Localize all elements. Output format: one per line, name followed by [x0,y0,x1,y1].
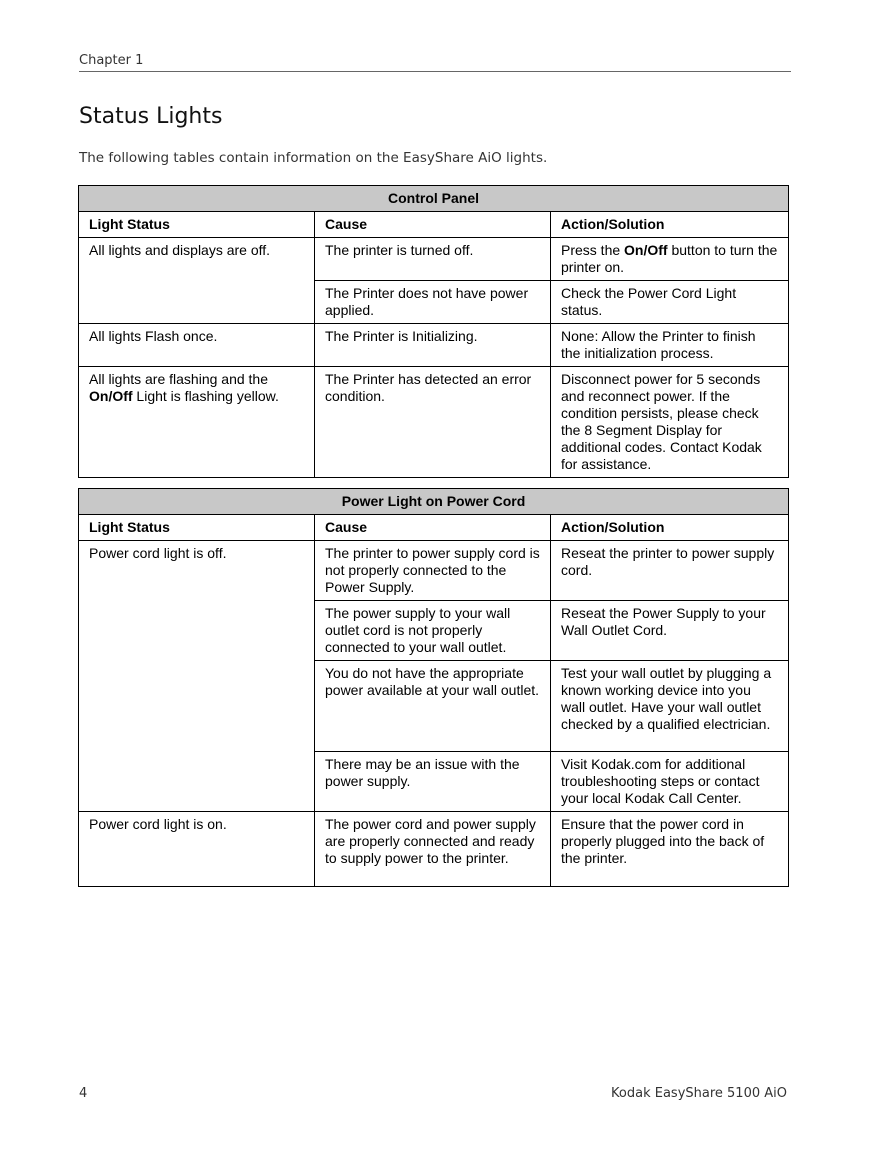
control-panel-table [78,185,789,478]
column-header: Light Status [79,212,315,238]
column-header: Light Status [79,515,315,541]
running-footer-title: Kodak EasyShare 5100 AiO [611,1086,787,1101]
column-header: Cause [315,515,551,541]
bold-term: On/Off [624,242,668,258]
running-header: Chapter 1 [79,53,144,68]
column-header: Action/Solution [551,515,789,541]
table-banner: Control Panel [79,186,789,212]
action-cell: Ensure that the power cord in properly plugged into the back of the printer. [551,812,789,887]
section-title: Status Lights [79,104,223,129]
light-status-cell: All lights and displays are off. [79,238,315,324]
action-cell: Reseat the printer to power supply cord. [551,541,789,601]
cause-cell: You do not have the appropriate power available at your wall outlet. [315,661,551,752]
cause-cell: There may be an issue with the power supply. [315,752,551,812]
cause-cell: The Printer is Initializing. [315,324,551,367]
cause-cell: The power supply to your wall outlet cord is not properly connected to your wall outlet. [315,601,551,661]
column-header: Cause [315,212,551,238]
action-cell: Reseat the Power Supply to your Wall Outlet Cord. [551,601,789,661]
cell-text: Press the [561,242,625,258]
page-number: 4 [79,1086,88,1101]
cause-cell: The Printer does not have power applied. [315,281,551,324]
action-cell: None: Allow the Printer to finish the initialization process. [551,324,789,367]
light-status-cell: Power cord light is off. [79,541,315,812]
column-header: Action/Solution [551,212,789,238]
light-status-cell: All lights Flash once. [79,324,315,367]
light-status-cell [79,367,315,478]
header-rule [79,71,791,72]
cell-text: Light is flashing yellow. [132,388,279,404]
intro-paragraph: The following tables contain information on the EasyShare AiO lights. [79,150,548,166]
cell-text: button to turn the printer on. [561,242,778,275]
cause-cell: The Printer has detected an error condition. [315,367,551,478]
action-cell: Visit Kodak.com for additional troubleshooting steps or contact your local Kodak Call Center. [551,752,789,812]
table-banner: Power Light on Power Cord [79,489,789,515]
action-cell: Disconnect power for 5 seconds and reconnect power. If the condition persists, please check the 8 Segment Display for additional codes. Contact Kodak for assistance. [551,367,789,478]
light-status-cell: Power cord light is on. [79,812,315,887]
cause-cell: The printer is turned off. [315,238,551,281]
cell-text: All lights are flashing and the [89,371,268,387]
bold-term: On/Off [89,388,133,404]
cause-cell: The printer to power supply cord is not properly connected to the Power Supply. [315,541,551,601]
action-cell [551,238,789,281]
power-cord-light-table [78,488,789,887]
action-cell: Test your wall outlet by plugging a known working device into you wall outlet. Have your wall outlet checked by a qualified electrician. [551,661,789,752]
action-cell: Check the Power Cord Light status. [551,281,789,324]
cause-cell: The power cord and power supply are properly connected and ready to supply power to the printer. [315,812,551,887]
